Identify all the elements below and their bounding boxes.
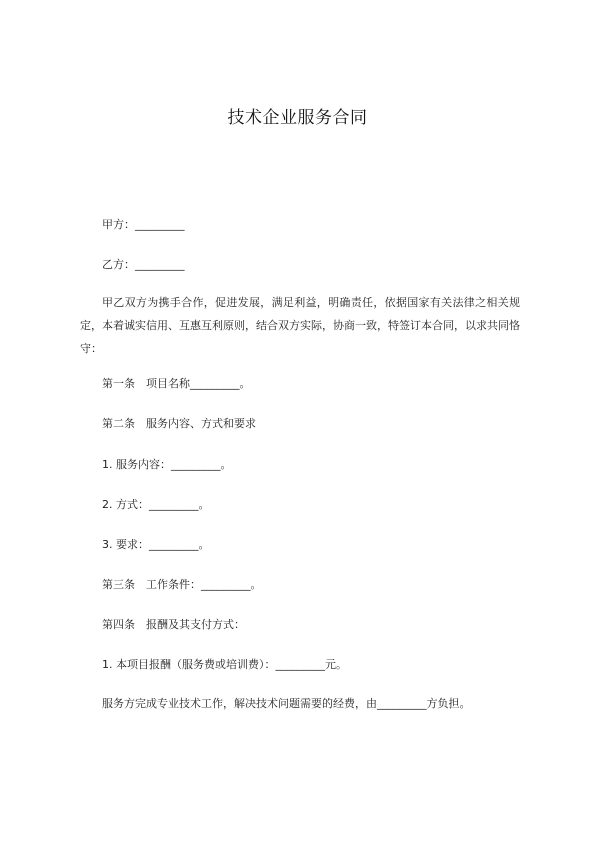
expense-clause: 服务方完成专业技术工作，解决技术问题需要的经费，由_________方负担。 (102, 697, 471, 710)
service-fee-item: 1. 本项目报酬（服务费或培训费）：_________元。 (102, 658, 347, 671)
article-3-work-conditions: 第三条 工作条件：_________。 (102, 578, 262, 591)
party-b-line: 乙方：_________ (102, 258, 185, 271)
article-1-project-name: 第一条 项目名称_________。 (102, 377, 251, 390)
service-method-item: 2. 方式：_________。 (102, 498, 210, 511)
service-requirement-item: 3. 要求：_________。 (102, 538, 210, 551)
article-4-heading: 第四条 报酬及其支付方式： (102, 618, 245, 631)
service-content-item: 1. 服务内容：_________。 (102, 458, 232, 471)
party-a-line: 甲方：_________ (102, 218, 185, 231)
article-2-heading: 第二条 服务内容、方式和要求 (102, 417, 256, 430)
document-title: 技术企业服务合同 (227, 108, 368, 128)
preamble-paragraph: 甲乙双方为携手合作，促进发展，满足利益，明确责任，依据国家有关法律之相关规定，本着诚实信用、互惠互利原则，结合双方实际，协商一致，特签订本合同，以求共同恪守： (80, 296, 520, 355)
